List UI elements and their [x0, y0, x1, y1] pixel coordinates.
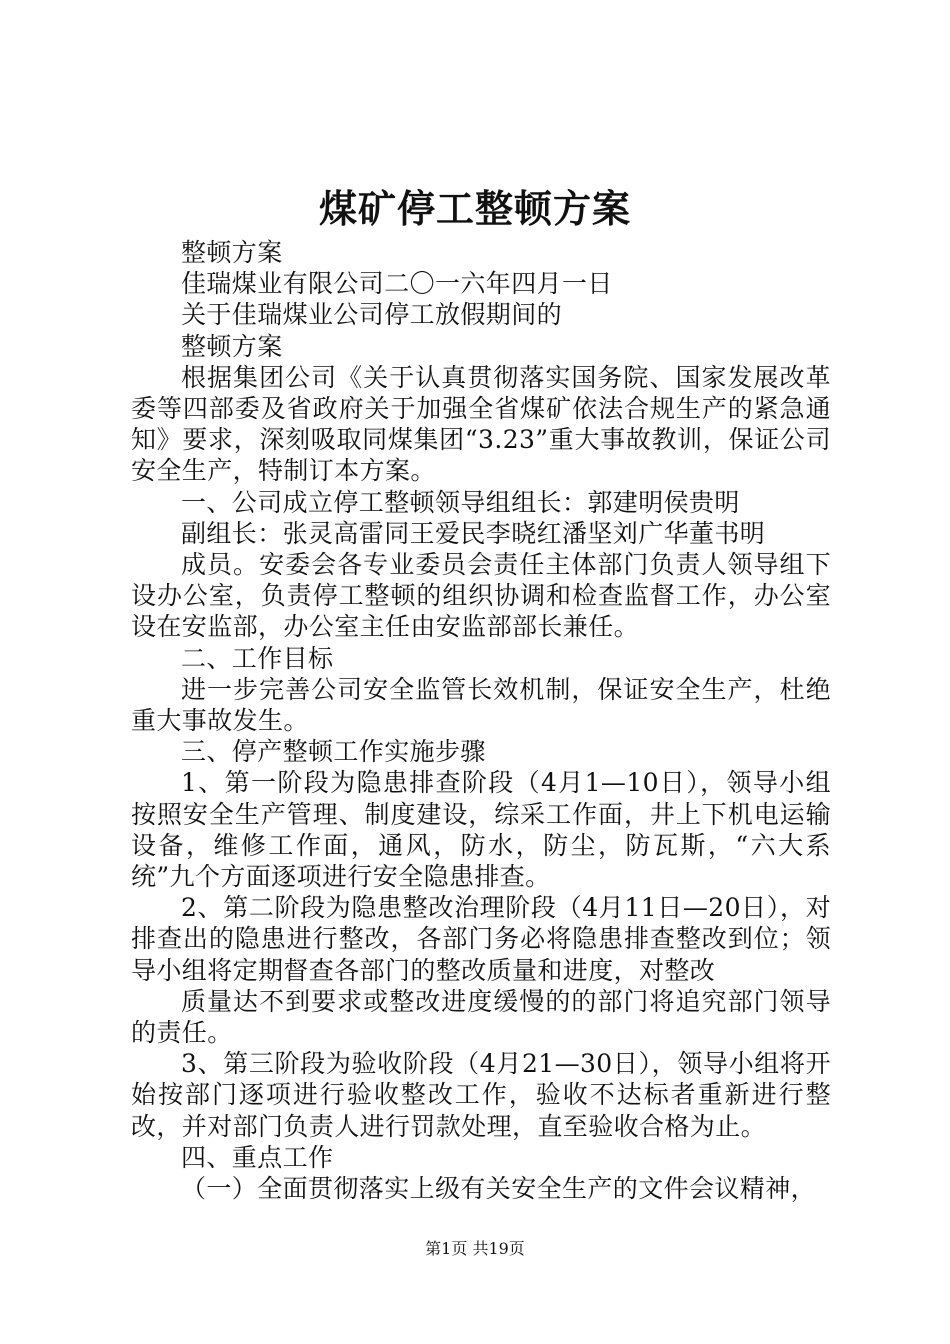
- paragraph: 进一步完善公司安全监管长效机制，保证安全生产，杜绝重大事故发生。: [131, 674, 831, 736]
- paragraph: 1、第一阶段为隐患排查阶段（4月1—10日），领导小组按照安全生产管理、制度建设，综采工作面，井上下机电运输设备，维修工作面，通风，防水，防尘，防瓦斯，“六大系统”九个方面逐项进行安全隐患排查。: [131, 768, 831, 892]
- page-number: 第1页 共19页: [425, 1239, 525, 1258]
- paragraph: 二、工作目标: [181, 643, 334, 673]
- paragraph: 根据集团公司《关于认真贯彻落实国务院、国家发展改革委等四部委及省政府关于加强全省煤矿依法合规生产的紧急通知》要求，深刻吸取同煤集团“3.23”重大事故教训，保证公司安全生产，特制订本方案。: [131, 362, 831, 486]
- paragraph: 一、公司成立停工整顿领导组组长：郭建明侯贵明: [181, 487, 740, 517]
- paragraph: 副组长：张灵高雷同王爱民李晓红潘坚刘广华董书明: [181, 518, 766, 548]
- paragraph: （一）全面贯彻落实上级有关安全生产的文件会议精神，: [181, 1174, 817, 1204]
- paragraph: 四、重点工作: [181, 1142, 334, 1172]
- paragraph: 整顿方案: [181, 331, 283, 361]
- paragraph: 整顿方案: [181, 238, 283, 267]
- paragraph: 3、第三阶段为验收阶段（4月21—30日），领导小组将开始按部门逐项进行验收整改工作，验收不达标者重新进行整改，并对部门负责人进行罚款处理，直至验收合格为止。: [131, 1049, 831, 1141]
- document-body: [131, 237, 831, 1204]
- paragraph: 佳瑞煤业有限公司二〇一六年四月一日: [181, 269, 613, 299]
- paragraph: 关于佳瑞煤业公司停工放假期间的: [181, 300, 563, 330]
- paragraph: 2、第二阶段为隐患整改治理阶段（4月11日—20日），对排查出的隐患进行整改，各部门务必将隐患排查整改到位；领导小组将定期督查各部门的整改质量和进度，对整改: [131, 893, 831, 985]
- paragraph: 质量达不到要求或整改进度缓慢的的部门将追究部门领导的责任。: [131, 986, 831, 1048]
- paragraph: 成员。安委会各专业委员会责任主体部门负责人领导组下设办公室，负责停工整顿的组织协调和检查监督工作，办公室设在安监部，办公室主任由安监部部长兼任。: [131, 550, 831, 642]
- document-title: 煤矿停工整顿方案: [318, 186, 631, 231]
- paragraph: 三、停产整顿工作实施步骤: [181, 737, 486, 767]
